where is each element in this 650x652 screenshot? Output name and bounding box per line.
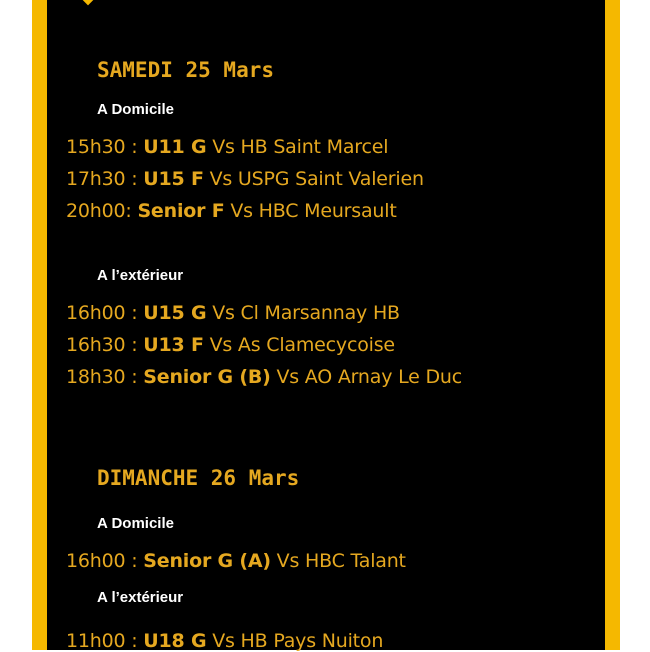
match-opponent: Vs HBC Meursault — [230, 200, 397, 222]
match-row — [66, 302, 400, 324]
match-team: U13 F — [143, 334, 204, 356]
section-home-sunday: A Domicile — [97, 515, 174, 532]
match-time: 17h30 : — [66, 168, 138, 190]
section-home-saturday: A Domicile — [97, 101, 174, 118]
match-row — [66, 168, 424, 190]
match-team: Senior G (A) — [143, 550, 271, 572]
match-time: 18h30 : — [66, 366, 138, 388]
match-opponent: Vs AO Arnay Le Duc — [276, 366, 462, 388]
match-opponent: Vs Cl Marsannay HB — [212, 302, 400, 324]
section-away-saturday: A l’extérieur — [97, 267, 184, 284]
match-opponent: Vs HBC Talant — [276, 550, 406, 572]
section-away-sunday: A l’extérieur — [97, 589, 184, 606]
match-opponent: Vs As Clamecycoise — [209, 334, 395, 356]
match-opponent: Vs HB Saint Marcel — [212, 136, 389, 158]
match-row — [66, 630, 383, 652]
match-row — [66, 334, 395, 356]
match-time: 16h00 : — [66, 550, 138, 572]
match-time: 16h30 : — [66, 334, 138, 356]
match-team: U15 G — [143, 302, 207, 324]
match-team: Senior F — [137, 200, 225, 222]
match-row — [66, 366, 462, 388]
match-time: 11h00 : — [66, 630, 138, 652]
match-time: 16h00 : — [66, 302, 138, 324]
match-team: Senior G (B) — [143, 366, 271, 388]
match-time: 20h00: — [66, 200, 132, 222]
day-title-sunday: DIMANCHE 26 Mars — [97, 466, 300, 490]
match-row — [66, 200, 397, 222]
match-team: U15 F — [143, 168, 204, 190]
match-time: 15h30 : — [66, 136, 138, 158]
match-opponent: Vs USPG Saint Valerien — [209, 168, 424, 190]
match-team: U18 G — [143, 630, 207, 652]
match-opponent: Vs HB Pays Nuiton — [212, 630, 384, 652]
match-row — [66, 550, 406, 572]
day-title-saturday: SAMEDI 25 Mars — [97, 58, 275, 82]
match-row — [66, 136, 388, 158]
match-team: U11 G — [143, 136, 207, 158]
